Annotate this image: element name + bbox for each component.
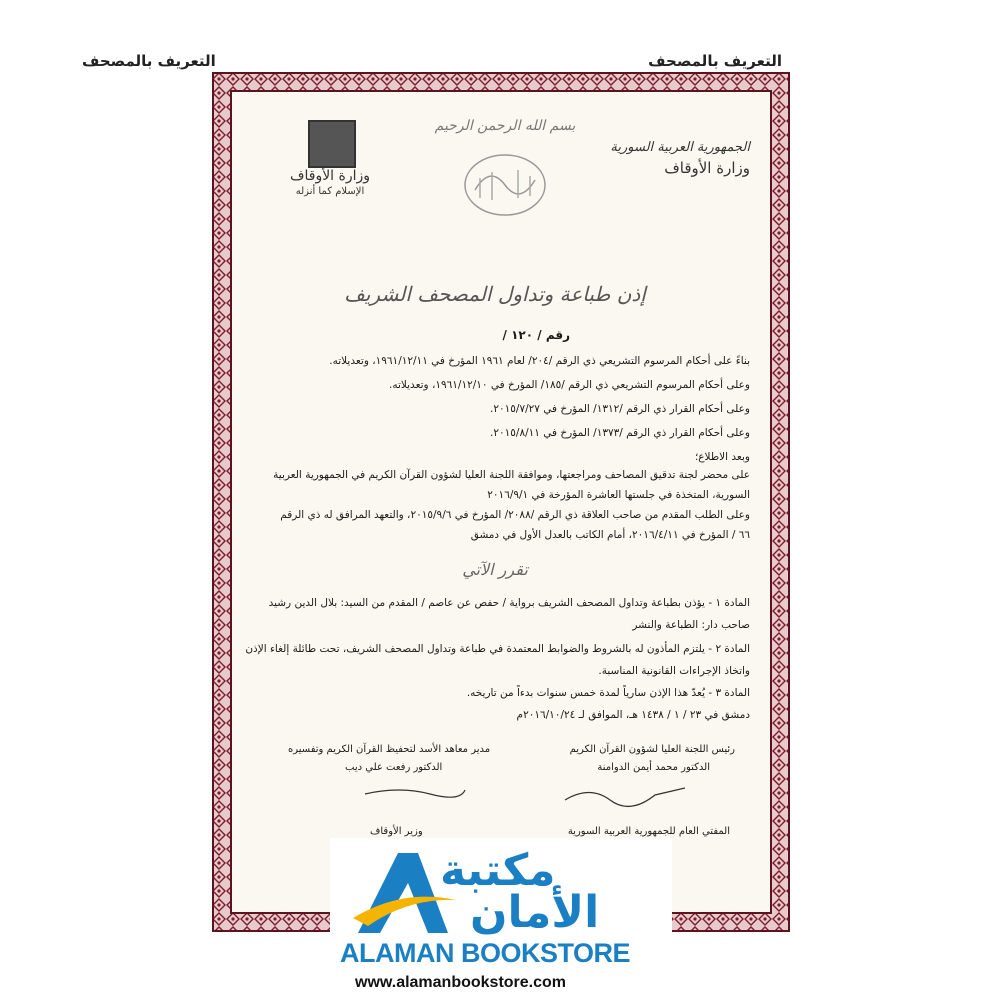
- brand-arabic-line2: الأمان: [470, 887, 600, 938]
- signature-right-title: رئيس اللجنة العليا لشؤون القرآن الكريم: [569, 744, 735, 755]
- body-line: وبعد الاطلاع؛: [694, 451, 750, 463]
- body-line: السورية، المتخذة في جلستها العاشرة المؤرخة في ٢٠١٦/٩/١: [487, 489, 750, 501]
- article-line: المادة ١ - يؤذن بطباعة وتداول المصحف الشريف برواية / حفص عن عاصم / المقدم من السيد: بلال الدين رشيد: [268, 597, 750, 609]
- article-line: المادة ٣ - يُعدّ هذا الإذن سارياً لمدة خمس سنوات بدءاً من تاريخه.: [466, 687, 750, 699]
- signature-left-title: مدير معاهد الأسد لتحفيظ القرآن الكريم وتفسيره: [288, 744, 491, 755]
- corner-tag-left: التعريف بالمصحف: [82, 52, 216, 70]
- document-number: رقم / ١٢٠ /: [502, 328, 570, 342]
- article-line: المادة ٢ - يلتزم المأذون له بالشروط والضوابط المعتمدة في طباعة وتداول المصحف الشريف، تحت طائلة إلغاء الإذن: [245, 643, 750, 655]
- brand-arabic-line1: مكتبة: [440, 845, 556, 896]
- signature-right-icon: [560, 780, 690, 810]
- body-line: وعلى الطلب المقدم من صاحب العلاقة ذي الرقم /٢٠٨٨/ المؤرخ في ٢٠١٥/٩/٦، والتعهد المرافق له ذي الرقم: [280, 509, 750, 521]
- article-line: واتخاذ الإجراءات القانونية المناسبة.: [598, 665, 750, 677]
- body-line: ٦٦ / المؤرخ في ٢٠١٦/٤/١١، أمام الكاتب بالعدل الأول في دمشق: [470, 529, 750, 541]
- header-republic-block: [610, 138, 750, 178]
- body-line: بناءً على أحكام المرسوم التشريعي ذي الرقم /٢٠٤/ لعام ١٩٦١ المؤرخ في ١٩٦١/١٢/١١، وتعديلاته.: [329, 355, 750, 367]
- body-line: وعلى أحكام القرار ذي الرقم /١٣١٢/ المؤرخ في ٢٠١٥/٧/٢٧.: [490, 403, 750, 415]
- signature-bottom-right: المفتي العام للجمهورية العربية السورية: [567, 826, 730, 837]
- body-line: وعلى أحكام المرسوم التشريعي ذي الرقم /١٨٥/ المؤرخ في ١٩٦١/١٢/١٠، وتعديلاته.: [388, 379, 750, 391]
- brand-english-name: ALAMAN BOOKSTORE: [340, 938, 631, 968]
- date-line: دمشق في ٢٣ / ١ / ١٤٣٨ هـ، الموافق لـ ٢٠١٦/١٠/٢٤م: [516, 709, 750, 721]
- signature-left-name: الدكتور رفعت علي ديب: [345, 762, 443, 773]
- signature-bottom-left: وزير الأوقاف: [370, 826, 423, 837]
- signature-left-icon: [360, 782, 470, 802]
- body-line: على محضر لجنة تدقيق المصاحف ومراجعتها، وموافقة اللجنة العليا لشؤون القرآن الكريم في الجمهورية العربية: [273, 469, 750, 481]
- body-line: وعلى أحكام القرار ذي الرقم /١٣٧٣/ المؤرخ في ٢٠١٥/٨/١١.: [490, 427, 750, 439]
- logo-slogan: الإسلام كما أنزله: [295, 186, 365, 197]
- article-line: صاحب دار: الطباعة والنشر: [632, 619, 750, 631]
- logo-title: وزارة الأوقاف: [289, 168, 371, 184]
- ministry-label: وزارة الأوقاف: [664, 159, 750, 177]
- ministry-logo-text: [285, 168, 375, 200]
- ministry-logo-icon: [308, 120, 356, 168]
- signature-right-name: الدكتور محمد أيمن الدوامنة: [597, 762, 710, 773]
- brand-url: www.alamanbookstore.com: [355, 974, 567, 991]
- bismillah: بسم الله الرحمن الرحيم: [434, 118, 576, 134]
- document-title: إذن طباعة وتداول المصحف الشريف: [344, 282, 646, 306]
- decision-title: تقرر الآتي: [462, 560, 528, 579]
- calligraphy-seal-icon: [460, 150, 550, 220]
- republic-label: الجمهورية العربية السورية: [610, 140, 750, 155]
- corner-tag-right: التعريف بالمصحف: [648, 52, 782, 70]
